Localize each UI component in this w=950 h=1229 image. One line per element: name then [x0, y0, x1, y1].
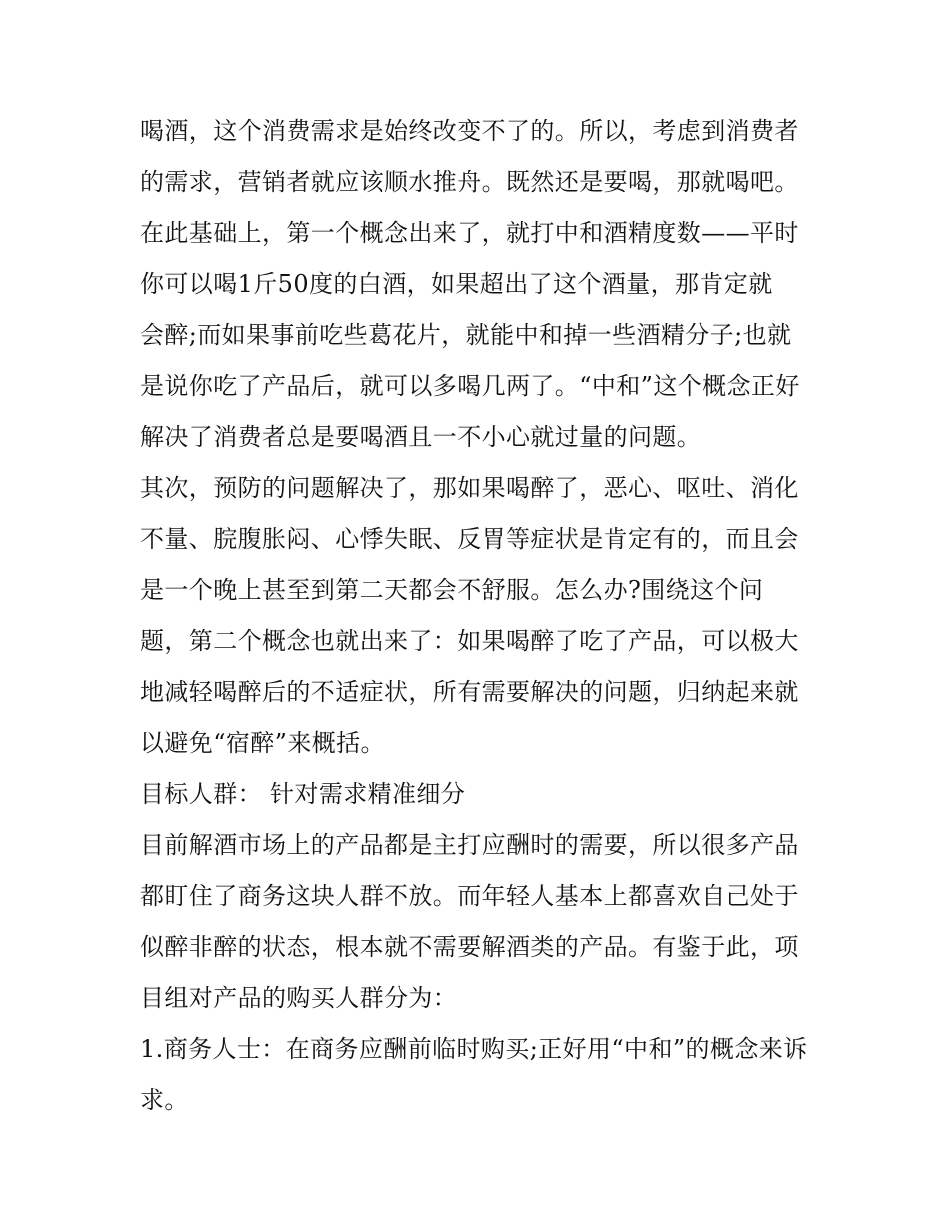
text-line: 求。	[140, 1086, 189, 1114]
text-line: 以避免“宿醉”来概括。	[140, 729, 385, 757]
text-line: 题，第二个概念也就出来了：如果喝醉了吃了产品，可以极大	[140, 627, 799, 655]
list-item: 1.商务人士：在商务应酬前临时购买;正好用“中和”的概念来诉	[140, 1035, 808, 1063]
text-line: 都盯住了商务这块人群不放。而年轻人基本上都喜欢自己处于	[140, 882, 799, 910]
text-line: 是一个晚上甚至到第二天都会不舒服。怎么办?围绕这个问	[140, 576, 764, 604]
text-line: 地减轻喝醉后的不适症状，所有需要解决的问题，归纳起来就	[140, 678, 799, 706]
text-line: 解决了消费者总是要喝酒且一不小心就过量的问题。	[140, 423, 702, 451]
text-line: 你可以喝1斤50度的白酒，如果超出了这个酒量，那肯定就	[140, 270, 773, 298]
text-line: 目组对产品的购买人群分为：	[140, 984, 458, 1012]
text-line: 不量、脘腹胀闷、心悸失眠、反胃等症状是肯定有的，而且会	[140, 525, 799, 553]
text-line: 其次，预防的问题解决了，那如果喝醉了，恶心、呕吐、消化	[140, 474, 799, 502]
text-line: 的需求，营销者就应该顺水推舟。既然还是要喝，那就喝吧。	[140, 168, 799, 196]
text-line: 喝酒，这个消费需求是始终改变不了的。所以，考虑到消费者	[140, 117, 799, 145]
section-heading: 目标人群： 针对需求精准细分	[140, 780, 466, 808]
text-line: 在此基础上，第一个概念出来了，就打中和酒精度数——平时	[140, 219, 799, 247]
body-text	[140, 106, 820, 1126]
text-line: 会醉;而如果事前吃些葛花片，就能中和掉一些酒精分子;也就	[140, 321, 792, 349]
text-line: 目前解酒市场上的产品都是主打应酬时的需要，所以很多产品	[140, 831, 799, 859]
text-line: 似醉非醉的状态，根本就不需要解酒类的产品。有鉴于此，项	[140, 933, 799, 961]
text-line: 是说你吃了产品后，就可以多喝几两了。“中和”这个概念正好	[140, 372, 800, 400]
